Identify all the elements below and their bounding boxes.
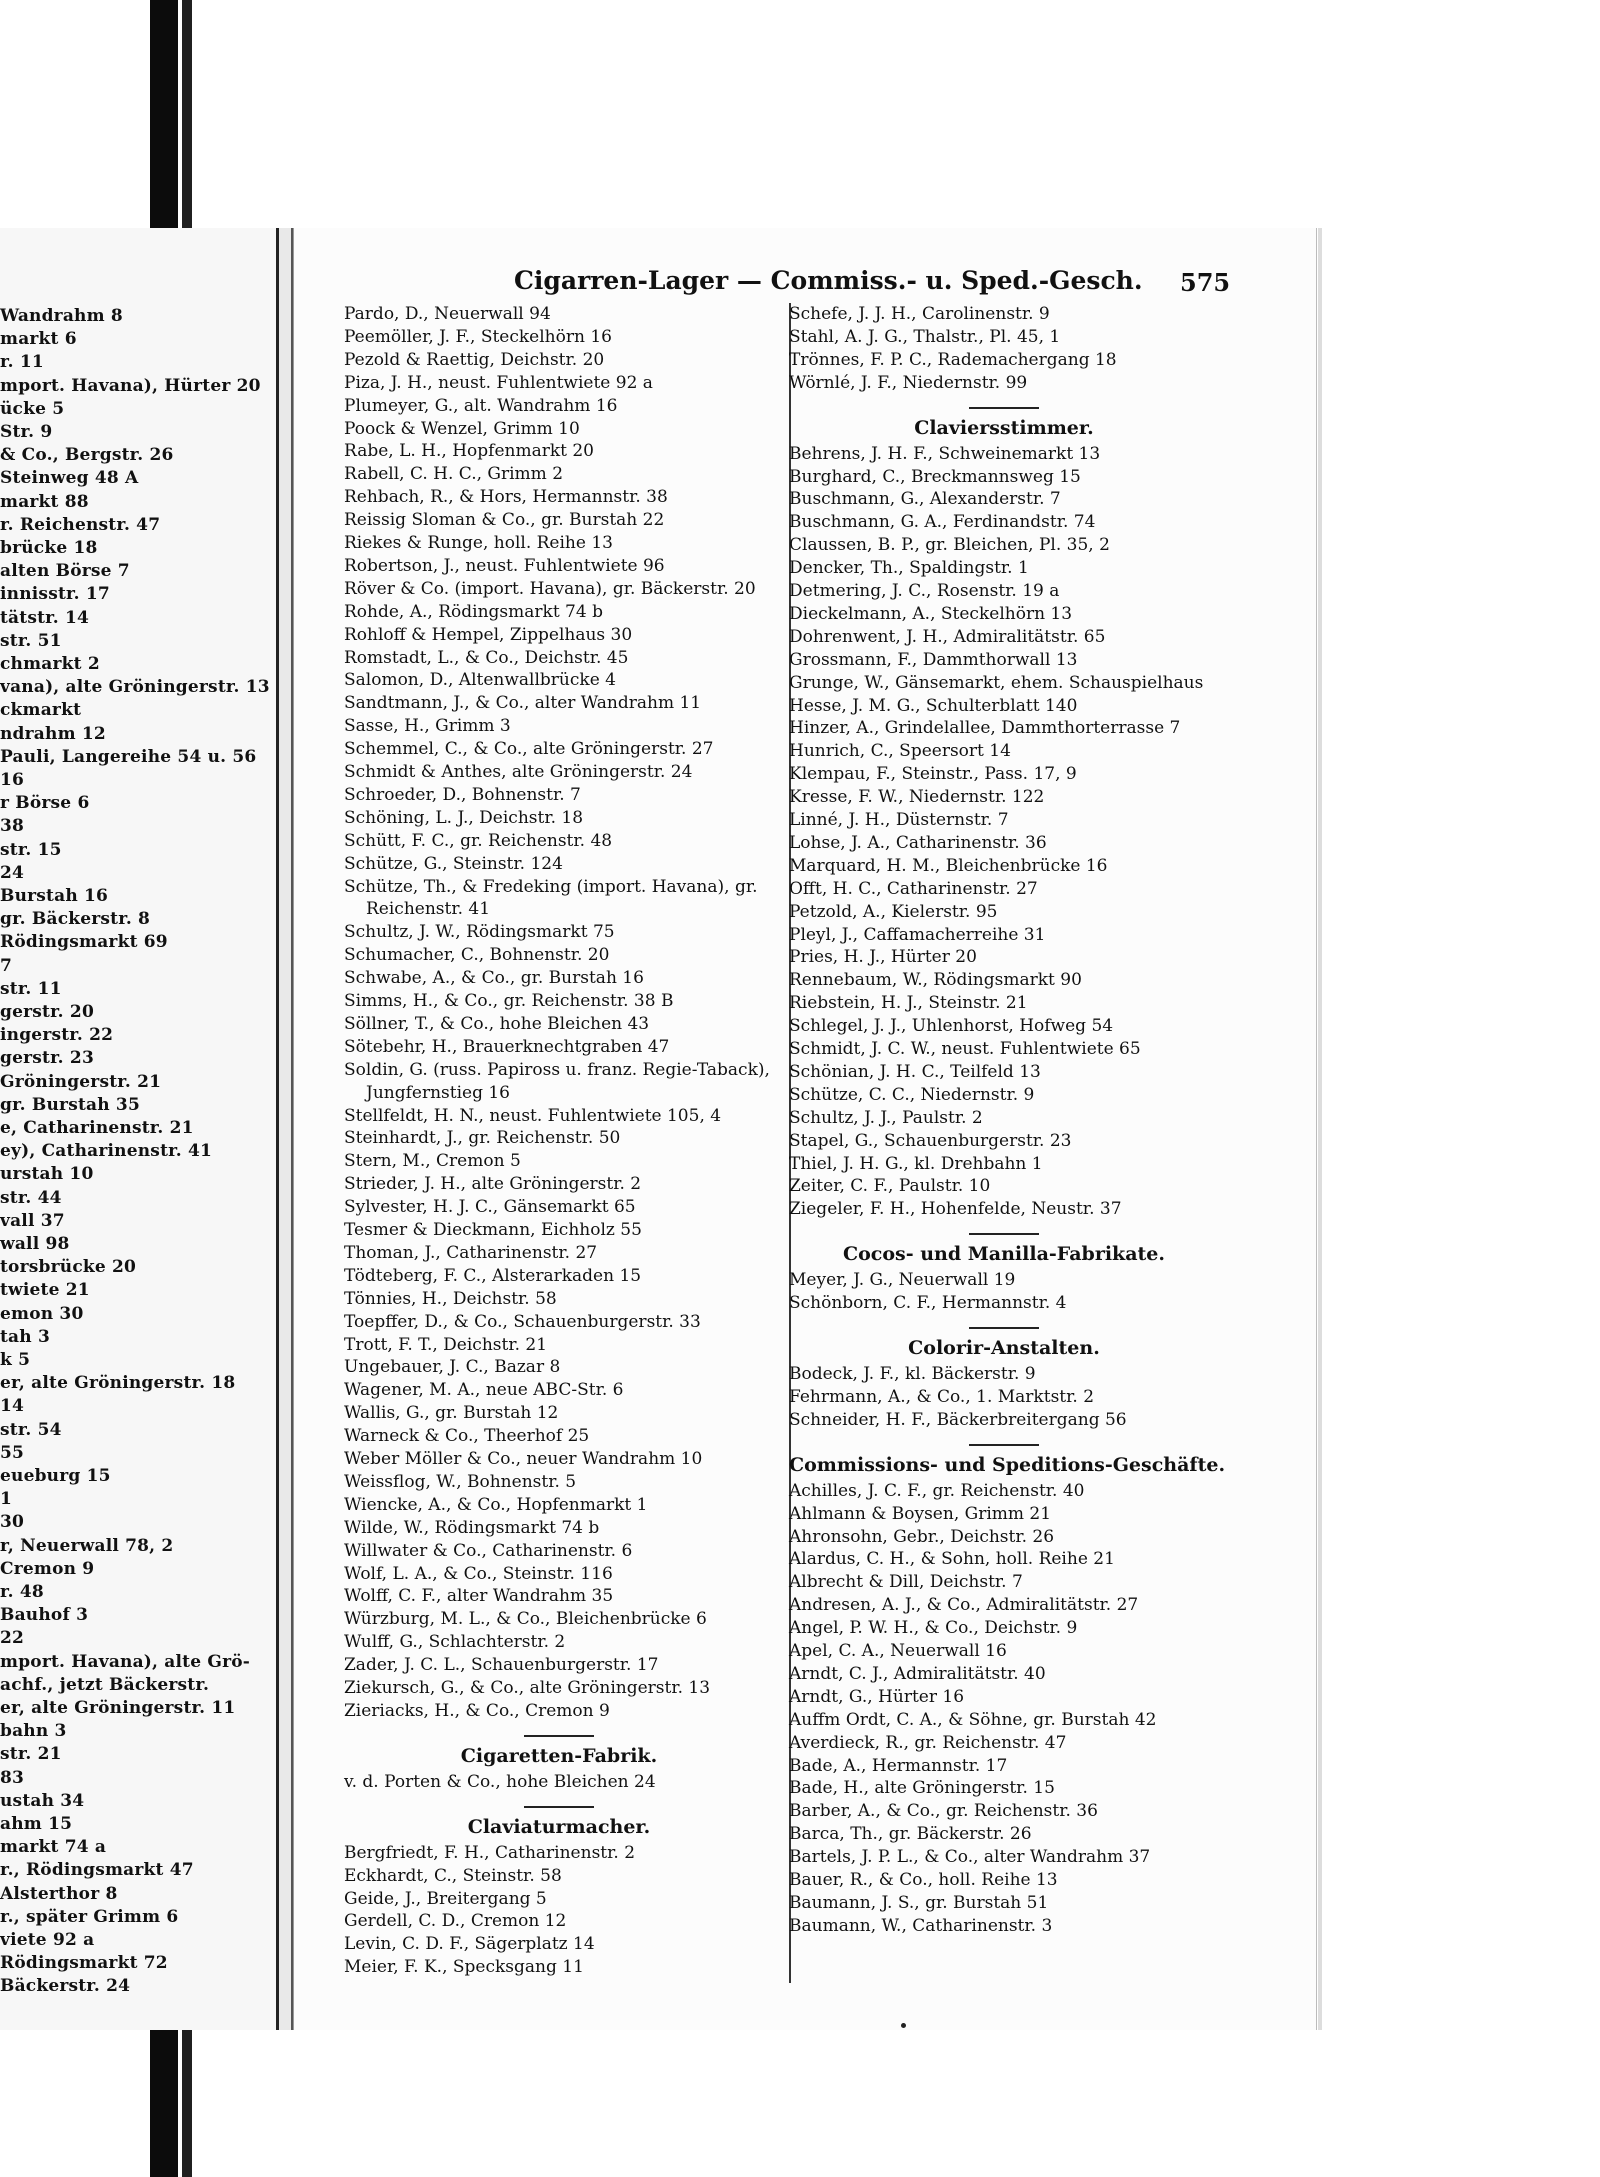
directory-entry: Schütt, F. C., gr. Reichenstr. 48 [344, 830, 613, 851]
directory-entry: Pries, H. J., Hürter 20 [789, 947, 977, 968]
left-page-line: str. 44 [0, 1187, 62, 1208]
directory-entry: Meyer, J. G., Neuerwall 19 [789, 1270, 1016, 1291]
directory-entry: Warneck & Co., Theerhof 25 [344, 1426, 590, 1447]
left-page-line: Bauhof 3 [0, 1605, 89, 1626]
directory-entry: Steinhardt, J., gr. Reichenstr. 50 [344, 1128, 621, 1149]
directory-entry: Riebstein, H. J., Steinstr. 21 [789, 993, 1028, 1014]
directory-entry: Wolff, C. F., alter Wandrahm 35 [344, 1586, 614, 1607]
directory-entry: Ungebauer, J. C., Bazar 8 [344, 1357, 561, 1378]
directory-entry: Tönnies, H., Deichstr. 58 [344, 1288, 557, 1309]
left-page-line: & Co., Bergstr. 26 [0, 445, 174, 466]
left-page-line: 14 [0, 1396, 25, 1417]
directory-entry: Grunge, W., Gänsemarkt, ehem. Schauspielhaus [789, 672, 1204, 693]
directory-entry: Alardus, C. H., & Sohn, holl. Reihe 21 [789, 1549, 1115, 1570]
directory-entry: Rabell, C. H. C., Grimm 2 [344, 464, 564, 485]
directory-entry: Gerdell, C. D., Cremon 12 [344, 1911, 567, 1932]
left-page-line: 7 [0, 955, 13, 976]
left-page-line: 22 [0, 1628, 25, 1649]
left-page-line: er, alte Gröningerstr. 18 [0, 1373, 236, 1394]
left-page-line: Cremon 9 [0, 1558, 95, 1579]
directory-entry: Pezold & Raettig, Deichstr. 20 [344, 349, 605, 370]
directory-page [293, 228, 1317, 2030]
directory-entry: Sasse, H., Grimm 3 [344, 716, 511, 737]
directory-entry: Bauer, R., & Co., holl. Reihe 13 [789, 1870, 1058, 1890]
directory-entry: Romstadt, L., & Co., Deichstr. 45 [344, 647, 629, 668]
left-page-line: Wandrahm 8 [0, 306, 123, 326]
directory-entry: Burghard, C., Breckmannsweg 15 [789, 466, 1081, 487]
section-heading: Claviersstimmer. [914, 416, 1094, 439]
page-edge [1318, 228, 1322, 2030]
directory-entry: Lohse, J. A., Catharinenstr. 36 [789, 832, 1047, 853]
directory-entry: Wolf, L. A., & Co., Steinstr. 116 [344, 1563, 613, 1584]
left-page-line: viete 92 a [0, 1930, 95, 1950]
left-page-line: Alsterthor 8 [0, 1883, 118, 1904]
directory-entry: Willwater & Co., Catharinenstr. 6 [344, 1540, 633, 1561]
directory-entry: Schefe, J. J. H., Carolinenstr. 9 [789, 304, 1050, 324]
directory-entry: Sötebehr, H., Brauerknechtgraben 47 [344, 1036, 670, 1057]
directory-entry: Ahronsohn, Gebr., Deichstr. 26 [789, 1526, 1055, 1547]
left-page-line: Rödingsmarkt 69 [0, 932, 168, 953]
left-page-line: gerstr. 23 [0, 1048, 94, 1069]
left-page-line: r., später Grimm 6 [0, 1906, 179, 1927]
left-page-line: vall 37 [0, 1210, 65, 1231]
directory-entry: Detmering, J. C., Rosenstr. 19 a [789, 581, 1060, 601]
directory-entry: Petzold, A., Kielerstr. 95 [789, 901, 998, 922]
directory-entry: Rohloff & Hempel, Zippelhaus 30 [344, 624, 633, 645]
directory-entry: Albrecht & Dill, Deichstr. 7 [789, 1572, 1023, 1593]
left-page-line: r Börse 6 [0, 793, 90, 814]
directory-entry: Tesmer & Dieckmann, Eichholz 55 [344, 1220, 642, 1240]
left-page-line: eueburg 15 [0, 1466, 111, 1486]
directory-entry: Würzburg, M. L., & Co., Bleichenbrücke 6 [344, 1609, 707, 1630]
left-page-line: 55 [0, 1442, 25, 1463]
directory-entry: Barca, Th., gr. Bäckerstr. 26 [789, 1824, 1032, 1845]
section-rule [969, 1233, 1039, 1235]
left-page-line: wall 98 [0, 1234, 70, 1254]
directory-entry: Trönnes, F. P. C., Rademachergang 18 [789, 349, 1117, 370]
directory-entry: Ziekursch, G., & Co., alte Gröningerstr. 13 [344, 1678, 711, 1698]
left-page-line: 1 [0, 1489, 13, 1510]
left-page-line: gr. Bäckerstr. 8 [0, 909, 151, 930]
ink-spot [901, 2023, 906, 2028]
directory-entry: Marquard, H. M., Bleichenbrücke 16 [789, 855, 1108, 876]
left-page-line: torsbrücke 20 [0, 1257, 137, 1278]
directory-entry: Offt, H. C., Catharinenstr. 27 [789, 878, 1038, 899]
left-page-line: mport. Havana), Hürter 20 [0, 375, 261, 396]
directory-entry: Zeiter, C. F., Paulstr. 10 [789, 1176, 991, 1197]
directory-entry: Pleyl, J., Caffamacherreihe 31 [789, 924, 1046, 945]
directory-entry: Rehbach, R., & Hors, Hermannstr. 38 [344, 487, 668, 508]
left-page-line: 30 [0, 1512, 25, 1533]
left-page-line: r., Rödingsmarkt 47 [0, 1860, 194, 1881]
left-page-line: ahm 15 [0, 1814, 73, 1834]
directory-entry: Riekes & Runge, holl. Reihe 13 [344, 533, 613, 553]
left-page-line: gerstr. 20 [0, 1002, 94, 1022]
directory-entry: Schönborn, C. F., Hermannstr. 4 [789, 1293, 1067, 1314]
directory-entry: Apel, C. A., Neuerwall 16 [789, 1641, 1007, 1661]
left-page-line: markt 6 [0, 329, 77, 350]
directory-entry: Hunrich, C., Speersort 14 [789, 741, 1011, 762]
left-page-line: ingerstr. 22 [0, 1025, 114, 1046]
left-page-line: er, alte Gröningerstr. 11 [0, 1698, 236, 1718]
section-rule [969, 407, 1039, 409]
left-page-line: ustah 34 [0, 1790, 85, 1811]
left-page-line: tah 3 [0, 1326, 50, 1347]
left-page-line: r, Neuerwall 78, 2 [0, 1535, 174, 1556]
directory-entry: Sylvester, H. J. C., Gänsemarkt 65 [344, 1197, 636, 1218]
directory-entry: Soldin, G. (russ. Papiross u. franz. Regie-Taback), [344, 1059, 770, 1080]
directory-entry: Schütze, G., Steinstr. 124 [344, 853, 563, 874]
directory-entry: Wiencke, A., & Co., Hopfenmarkt 1 [344, 1494, 648, 1515]
directory-entry: Röver & Co. (import. Havana), gr. Bäckerstr. 20 [344, 578, 756, 599]
directory-entry: Fehrmann, A., & Co., 1. Marktstr. 2 [789, 1386, 1095, 1407]
directory-entry: Stahl, A. J. G., Thalstr., Pl. 45, 1 [789, 326, 1061, 347]
directory-entry: Grossmann, F., Dammthorwall 13 [789, 649, 1078, 670]
directory-entry: Schumacher, C., Bohnenstr. 20 [344, 945, 610, 966]
directory-entry: Wilde, W., Rödingsmarkt 74 b [344, 1517, 600, 1538]
directory-entry: Toepffer, D., & Co., Schauenburgerstr. 33 [344, 1311, 701, 1332]
left-page-line: twiete 21 [0, 1280, 90, 1301]
directory-entry: Schroeder, D., Bohnenstr. 7 [344, 784, 581, 805]
directory-entry: Meier, F. K., Specksgang 11 [344, 1957, 584, 1978]
directory-entry: Reichenstr. 41 [366, 899, 491, 920]
directory-entry: Baumann, W., Catharinenstr. 3 [789, 1915, 1053, 1936]
left-page-line: vana), alte Gröningerstr. 13 [0, 677, 270, 698]
directory-entry: Dencker, Th., Spaldingstr. 1 [789, 558, 1029, 579]
directory-entry: Schütze, Th., & Fredeking (import. Havana), gr. [344, 876, 758, 897]
directory-entry: Schultz, J. J., Paulstr. 2 [789, 1107, 983, 1128]
left-page-line: 38 [0, 816, 25, 837]
left-page-line: chmarkt 2 [0, 654, 100, 674]
directory-entry: Angel, P. W. H., & Co., Deichstr. 9 [789, 1618, 1078, 1639]
directory-entry: Bergfriedt, F. H., Catharinenstr. 2 [344, 1842, 636, 1863]
left-page-line: alten Börse 7 [0, 561, 130, 582]
left-page-line: e, Catharinenstr. 21 [0, 1118, 194, 1138]
directory-entry: Rennebaum, W., Rödingsmarkt 90 [789, 970, 1082, 991]
directory-entry: Auffm Ordt, C. A., & Söhne, gr. Burstah 42 [789, 1709, 1157, 1730]
left-page-line: str. 51 [0, 630, 62, 651]
directory-entry: Sandtmann, J., & Co., alter Wandrahm 11 [344, 693, 702, 714]
left-page-line: r. Reichenstr. 47 [0, 514, 161, 535]
directory-entry: Schmidt & Anthes, alte Gröningerstr. 24 [344, 762, 693, 782]
directory-entry: Levin, C. D. F., Sägerplatz 14 [344, 1934, 595, 1955]
left-page-line: Rödingsmarkt 72 [0, 1953, 168, 1974]
left-page-line: markt 88 [0, 491, 89, 512]
directory-entry: Thiel, J. H. G., kl. Drehbahn 1 [789, 1153, 1043, 1174]
left-page-line: 16 [0, 770, 25, 790]
left-page-line: Str. 9 [0, 422, 53, 442]
directory-entry: Arndt, C. J., Admiralitätstr. 40 [789, 1663, 1046, 1684]
directory-entry: Jungfernstieg 16 [366, 1082, 510, 1103]
directory-entry: Hesse, J. M. G., Schulterblatt 140 [789, 695, 1078, 716]
directory-entry: Poock & Wenzel, Grimm 10 [344, 418, 580, 439]
section-heading: Claviaturmacher. [467, 1815, 651, 1838]
directory-entry: Wulff, G., Schlachterstr. 2 [344, 1632, 566, 1653]
directory-entry: Rabe, L. H., Hopfenmarkt 20 [344, 441, 595, 462]
directory-entry: Klempau, F., Steinstr., Pass. 17, 9 [789, 764, 1077, 785]
left-page-line: Burstah 16 [0, 886, 109, 906]
directory-entry: Schemmel, C., & Co., alte Gröningerstr. 27 [344, 739, 714, 760]
directory-entry: v. d. Porten & Co., hohe Bleichen 24 [344, 1771, 656, 1792]
directory-entry: Schöning, L. J., Deichstr. 18 [344, 807, 584, 828]
directory-entry: Schütze, C. C., Niedernstr. 9 [789, 1084, 1035, 1105]
directory-entry: Bade, A., Hermannstr. 17 [789, 1755, 1008, 1776]
left-page-line: brücke 18 [0, 538, 98, 558]
directory-entry: Zieriacks, H., & Co., Cremon 9 [344, 1700, 610, 1721]
directory-entry: Tödteberg, F. C., Alsterarkaden 15 [344, 1265, 642, 1286]
directory-entry: Peemöller, J. F., Steckelhörn 16 [344, 326, 612, 347]
directory-entry: Buschmann, G. A., Ferdinandstr. 74 [789, 512, 1096, 533]
section-rule [969, 1444, 1039, 1446]
directory-entry: Pardo, D., Neuerwall 94 [344, 304, 551, 324]
left-page-line: ndrahm 12 [0, 723, 106, 744]
left-page-line: mport. Havana), alte Grö- [0, 1651, 251, 1672]
directory-entry: Salomon, D., Altenwallbrücke 4 [344, 670, 616, 691]
directory-entry: Wallis, G., gr. Burstah 12 [344, 1403, 559, 1424]
left-page-line: 24 [0, 862, 25, 883]
directory-entry: Zader, J. C. L., Schauenburgerstr. 17 [344, 1655, 659, 1676]
directory-entry: Wagener, M. A., neue ABC-Str. 6 [344, 1380, 624, 1401]
directory-entry: Hinzer, A., Grindelallee, Dammthorterrasse 7 [789, 718, 1181, 739]
directory-entry: Behrens, J. H. F., Schweinemarkt 13 [789, 443, 1101, 464]
directory-entry: Schmidt, J. C. W., neust. Fuhlentwiete 65 [789, 1039, 1141, 1059]
left-page-line: str. 21 [0, 1744, 62, 1765]
directory-entry: Dieckelmann, A., Steckelhörn 13 [789, 603, 1073, 624]
directory-entry: Weber Möller & Co., neuer Wandrahm 10 [344, 1449, 703, 1469]
directory-entry: Strieder, J. H., alte Gröningerstr. 2 [344, 1174, 642, 1195]
directory-entry: Stellfeldt, H. N., neust. Fuhlentwiete 105, 4 [344, 1105, 722, 1126]
directory-entry: Reissig Sloman & Co., gr. Burstah 22 [344, 510, 665, 531]
directory-entry: Averdieck, R., gr. Reichenstr. 47 [789, 1732, 1067, 1753]
left-page-line: achf., jetzt Bäckerstr. [0, 1674, 210, 1695]
left-page-line: k 5 [0, 1350, 31, 1370]
directory-entry: Kresse, F. W., Niedernstr. 122 [789, 787, 1045, 808]
directory-entry: Stapel, G., Schauenburgerstr. 23 [789, 1130, 1072, 1151]
directory-entry: Schwabe, A., & Co., gr. Burstah 16 [344, 968, 644, 989]
left-page-line: emon 30 [0, 1303, 84, 1324]
directory-entry: Robertson, J., neust. Fuhlentwiete 96 [344, 555, 665, 576]
left-page-line: r. 48 [0, 1582, 44, 1602]
left-page-line: gr. Burstah 35 [0, 1094, 140, 1115]
directory-entry: Trott, F. T., Deichstr. 21 [344, 1334, 548, 1355]
directory-entry: Achilles, J. C. F., gr. Reichenstr. 40 [789, 1480, 1085, 1501]
left-page-line: Pauli, Langereihe 54 u. 56 [0, 746, 257, 767]
left-page-line: 83 [0, 1767, 25, 1788]
left-page-line: ücke 5 [0, 398, 65, 419]
directory-entry: Eckhardt, C., Steinstr. 58 [344, 1865, 562, 1886]
directory-entry: Ziegeler, F. H., Hohenfelde, Neustr. 37 [789, 1199, 1122, 1220]
left-page-line: str. 15 [0, 839, 62, 860]
section-rule [524, 1735, 594, 1737]
directory-entry: Bade, H., alte Gröningerstr. 15 [789, 1778, 1055, 1799]
page-gutter [279, 228, 293, 2030]
directory-entry: Geide, J., Breitergang 5 [344, 1888, 547, 1909]
directory-entry: Söllner, T., & Co., hohe Bleichen 43 [344, 1013, 650, 1034]
directory-entry: Weissflog, W., Bohnenstr. 5 [344, 1471, 577, 1492]
directory-entry: Schönian, J. H. C., Teilfeld 13 [789, 1061, 1041, 1082]
left-page-line: innisstr. 17 [0, 584, 110, 605]
left-page-line: str. 54 [0, 1419, 62, 1440]
directory-entry: Barber, A., & Co., gr. Reichenstr. 36 [789, 1801, 1098, 1822]
directory-entry: Dohrenwent, J. H., Admiralitätstr. 65 [789, 626, 1106, 647]
left-page-fragment [0, 228, 279, 2030]
section-rule [524, 1806, 594, 1808]
left-page-line: r. 11 [0, 352, 44, 373]
directory-entry: Linné, J. H., Düsternstr. 7 [789, 810, 1009, 830]
section-heading: Commissions- und Speditions-Geschäfte. [789, 1453, 1226, 1476]
directory-entry: Thoman, J., Catharinenstr. 27 [344, 1242, 598, 1263]
directory-entry: Wörnlé, J. F., Niedernstr. 99 [789, 372, 1028, 393]
directory-entry: Bodeck, J. F., kl. Bäckerstr. 9 [789, 1364, 1036, 1384]
section-rule [969, 1327, 1039, 1329]
directory-entry: Simms, H., & Co., gr. Reichenstr. 38 B [344, 991, 674, 1011]
left-page-line: Steinweg 48 A [0, 468, 139, 489]
left-page-line: markt 74 a [0, 1837, 107, 1858]
left-page-line: ckmarkt [0, 700, 82, 721]
directory-entry: Buschmann, G., Alexanderstr. 7 [789, 489, 1061, 510]
section-heading: Cocos- und Manilla-Fabrikate. [843, 1243, 1165, 1266]
section-heading: Cigaretten-Fabrik. [460, 1744, 658, 1767]
left-page-line: bahn 3 [0, 1721, 67, 1742]
left-page-line: ey), Catharinenstr. 41 [0, 1141, 213, 1162]
directory-entry: Arndt, G., Hürter 16 [789, 1686, 965, 1707]
directory-entry: Baumann, J. S., gr. Burstah 51 [789, 1892, 1049, 1913]
directory-entry: Schneider, H. F., Bäckerbreitergang 56 [789, 1409, 1127, 1430]
left-page-line: urstah 10 [0, 1164, 94, 1185]
directory-entry: Rohde, A., Rödingsmarkt 74 b [344, 601, 603, 622]
page-number: 575 [1180, 268, 1231, 297]
directory-entry: Ahlmann & Boysen, Grimm 21 [789, 1503, 1052, 1524]
directory-entry: Stern, M., Cremon 5 [344, 1151, 521, 1172]
directory-entry: Bartels, J. P. L., & Co., alter Wandrahm 37 [789, 1847, 1151, 1868]
directory-entry: Andresen, A. J., & Co., Admiralitätstr. 27 [789, 1595, 1139, 1616]
directory-entry: Plumeyer, G., alt. Wandrahm 16 [344, 395, 618, 416]
section-heading: Colorir-Anstalten. [908, 1337, 1100, 1359]
left-page-line: Bäckerstr. 24 [0, 1976, 131, 1997]
directory-entry: Schultz, J. W., Rödingsmarkt 75 [344, 922, 615, 943]
directory-entry: Claussen, B. P., gr. Bleichen, Pl. 35, 2 [789, 535, 1110, 556]
left-page-line: tätstr. 14 [0, 607, 90, 628]
left-page-line: str. 11 [0, 978, 62, 999]
left-page-line: Gröningerstr. 21 [0, 1071, 162, 1092]
page-header: Cigarren-Lager — Commiss.- u. Sped.-Gesch. [514, 266, 1143, 295]
directory-entry: Schlegel, J. J., Uhlenhorst, Hofweg 54 [789, 1016, 1114, 1037]
directory-entry: Piza, J. H., neust. Fuhlentwiete 92 a [344, 372, 653, 393]
